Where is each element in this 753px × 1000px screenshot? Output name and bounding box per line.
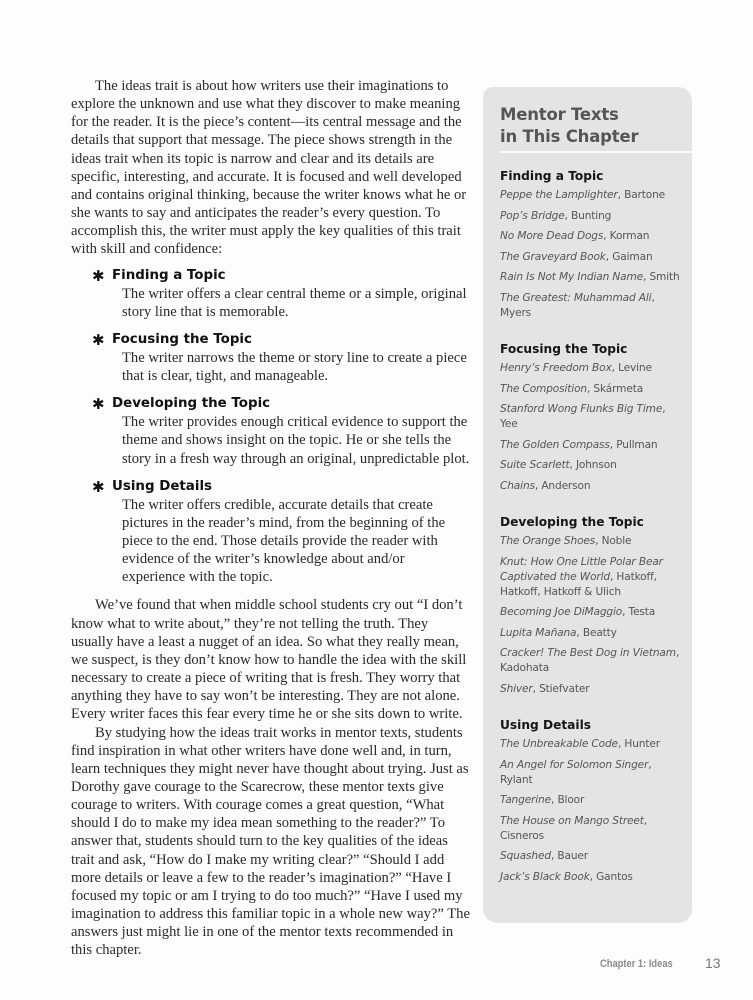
book-author: Myers [500, 306, 532, 319]
book-title: Peppe the Lamplighter [500, 189, 618, 201]
sidebar-section-heading: Using Details [500, 717, 592, 732]
mentor-text-item [500, 646, 685, 676]
book-title: The Orange Shoes [500, 534, 596, 547]
book-author: Korman [609, 230, 650, 243]
separator: , [605, 250, 613, 263]
mentor-text-item [500, 382, 685, 397]
body-paragraph: By studying how the ideas trait works in mentor texts, students find inspiration in what other writers have done well and, in turn, learn techniques they might never have thought about trying. Just as Dorothy gave courage to the Scarecrow, these mentor texts give courage to writers. With courage comes a great question, “What should I do to make my idea mean something to the reader?” To answer that, students should turn to the key qualities of the ideas trait and ask, “How do I make my writing clear?” “Should I add more details or leave a few to the reader’s imagination?” “Have I focused my topic or am I trying to do too much?” “Have I used my imagination to address this familiar topic in a whole new way?” The answers just might lie in one of the mentor texts recommended in this chapter. [71, 724, 470, 959]
book-author: Bartone [624, 189, 666, 201]
key-qualities-list [71, 267, 471, 587]
quality-title: Using Details [112, 478, 212, 494]
sidebar-section-heading: Developing the Topic [500, 514, 644, 529]
book-author: Testa [628, 606, 656, 619]
book-title: The Unbreakable Code [500, 737, 618, 750]
chapter-footer: Chapter 1: Ideas [600, 958, 673, 970]
sidebar-section [500, 717, 685, 885]
quality-item [92, 395, 471, 467]
book-title: Shiver [500, 682, 533, 695]
book-title: Rain Is Not My Indian Name [500, 271, 644, 284]
book-author: Rylant [500, 773, 533, 786]
book-author: Hatkoff, Hatkoff, Hatkoff & Ulich [500, 570, 657, 598]
mentor-text-item [500, 849, 685, 864]
book-title: The Golden Compass [500, 438, 610, 451]
separator: , [551, 794, 558, 807]
book-author: Gaiman [612, 250, 653, 263]
sidebar-title [500, 104, 638, 148]
mentor-text-item [500, 605, 685, 620]
book-author: Cisneros [500, 829, 545, 842]
book-author: Bloor [557, 794, 585, 807]
quality-description: The writer offers a clear central theme or a simple, original story line that is memorable. [122, 285, 467, 320]
separator: , [609, 438, 617, 451]
book-title: The Graveyard Book [500, 250, 606, 263]
book-title: Squashed [500, 850, 551, 863]
book-title: Becoming Joe DiMaggio [500, 606, 623, 619]
mentor-text-item [500, 793, 685, 808]
book-author: Gantos [596, 870, 633, 883]
separator: , [622, 606, 629, 619]
mentor-text-item [500, 534, 685, 549]
book-author: Noble [601, 534, 632, 547]
separator: , [534, 479, 542, 492]
sidebar-section [500, 341, 685, 494]
book-title: Knut: How One Little Polar Bear Captivated the World [500, 555, 663, 583]
mentor-text-item [500, 361, 685, 376]
quality-title: Focusing the Topic [112, 331, 252, 347]
sidebar-section [500, 514, 685, 697]
separator: , [648, 758, 652, 771]
book-title: Chains [500, 479, 535, 492]
separator: , [609, 570, 617, 583]
sidebar-section-heading: Focusing the Topic [500, 341, 628, 356]
separator: , [651, 291, 655, 304]
book-author: Levine [618, 361, 652, 374]
book-title: The Composition [500, 382, 587, 395]
book-title: The House on Mango Street [500, 814, 644, 827]
asterisk-icon: ✱ [92, 395, 105, 414]
separator: , [617, 189, 625, 201]
mentor-text-item [500, 555, 685, 600]
separator: , [603, 230, 610, 243]
asterisk-icon: ✱ [92, 266, 105, 285]
separator: , [662, 403, 666, 416]
separator: , [569, 459, 576, 472]
asterisk-icon: ✱ [92, 477, 105, 496]
book-title: An Angel for Solomon Singer [500, 758, 649, 771]
book-title: Stanford Wong Flunks Big Time [500, 403, 663, 416]
mentor-text-item [500, 291, 685, 321]
mentor-text-item [500, 682, 685, 697]
main-text [71, 77, 471, 960]
quality-title: Developing the Topic [112, 396, 271, 412]
mentor-text-item [500, 758, 685, 788]
mentor-text-item [500, 270, 685, 285]
intro-paragraph: The ideas trait is about how writers use their imaginations to explore the unknown and use what they discover to make meaning for the reader. It is the piece’s content—its central message and the details that support that message. The piece shows strength in the ideas trait when its topic is narrow and clear and its details are specific, interesting, and accurate. It is focused and well developed and contains original thinking, because the writer knows what he or she wants to say and anticipates the reader’s every question. To accomplish this, the writer must apply the key qualities of this trait with skill and confidence: [71, 78, 467, 258]
mentor-text-item [500, 458, 685, 473]
mentor-text-item [500, 870, 685, 885]
sidebar-divider [500, 151, 692, 153]
quality-item [92, 331, 471, 385]
book-author: Smith [649, 271, 680, 284]
book-author: Stiefvater [539, 682, 590, 695]
book-author: Bunting [571, 209, 612, 222]
sidebar-section-heading: Finding a Topic [500, 169, 604, 183]
sidebar-title-line: in This Chapter [500, 127, 639, 146]
separator: , [550, 850, 558, 863]
separator: , [532, 682, 540, 695]
mentor-text-item [500, 250, 685, 265]
quality-description: The writer offers credible, accurate details that create pictures in the reader’s mind, from the beginning of the piece to the end. Those details provide the reader with evidence of the writer’s knowledge about and/or experience with the topic. [122, 496, 446, 586]
separator: , [595, 534, 602, 547]
book-title: The Greatest: Muhammad Ali [500, 291, 652, 304]
mentor-text-item [500, 229, 685, 244]
book-title: Tangerine [500, 794, 551, 807]
mentor-text-item [500, 737, 685, 752]
quality-item [92, 267, 471, 321]
asterisk-icon: ✱ [92, 330, 105, 349]
book-title: Cracker! The Best Dog in Vietnam [500, 647, 676, 660]
book-author: Johnson [575, 459, 617, 472]
quality-item [92, 478, 471, 587]
book-title: Lupita Mañana [500, 626, 577, 639]
book-title: Jack’s Black Book [500, 870, 590, 883]
mentor-texts-sidebar [483, 87, 692, 923]
book-title: No More Dead Dogs [500, 230, 604, 243]
book-author: Skármeta [593, 382, 644, 395]
mentor-text-item [500, 814, 685, 844]
separator: , [589, 870, 597, 883]
page-number: 13 [705, 955, 721, 971]
separator: , [611, 361, 619, 374]
mentor-text-item [500, 209, 685, 224]
book-title: Suite Scarlett [500, 459, 570, 472]
mentor-text-item [500, 626, 685, 641]
mentor-text-item [500, 188, 685, 203]
mentor-text-item [500, 438, 685, 453]
separator: , [617, 737, 625, 750]
mentor-text-item [500, 402, 685, 432]
book-author: Anderson [541, 479, 591, 492]
mentor-text-item [500, 479, 685, 494]
book-title: Henry’s Freedom Box [500, 361, 612, 374]
quality-description: The writer provides enough critical evidence to support the theme and shows insight on the topic. He or she tells the story in a fresh way through an original, unpredictable plot. [122, 414, 470, 467]
sidebar-sections [500, 168, 685, 905]
book-author: Bauer [557, 850, 588, 863]
book-author: Beatty [582, 626, 617, 639]
sidebar-title-line: Mentor Texts [500, 105, 619, 124]
body-paragraph: We’ve found that when middle school students cry out “I don’t know what to write about,” they’re not telling the truth. They usually have a least a nugget of an idea. So what they really mean, we suspect, is they don’t know how to handle the idea with the skill necessary to create a piece of writing that is fresh. They worry that anything they have to say won’t be interesting. They are not alone. Every writer faces this fear every time he or she sits down to write. [71, 597, 467, 723]
book-author: Yee [500, 418, 518, 431]
separator: , [675, 647, 680, 660]
separator: , [564, 209, 572, 222]
quality-title: Finding a Topic [112, 267, 226, 283]
book-author: Pullman [616, 438, 658, 451]
quality-description: The writer narrows the theme or story line to create a piece that is clear, tight, and manageable. [122, 349, 467, 385]
book-title: Pop’s Bridge [500, 209, 565, 222]
separator: , [643, 271, 650, 284]
separator: , [643, 814, 648, 827]
separator: , [586, 382, 594, 395]
book-author: Hunter [624, 737, 660, 750]
sidebar-section [500, 168, 685, 321]
separator: , [576, 626, 583, 639]
book-author: Kadohata [500, 662, 550, 675]
